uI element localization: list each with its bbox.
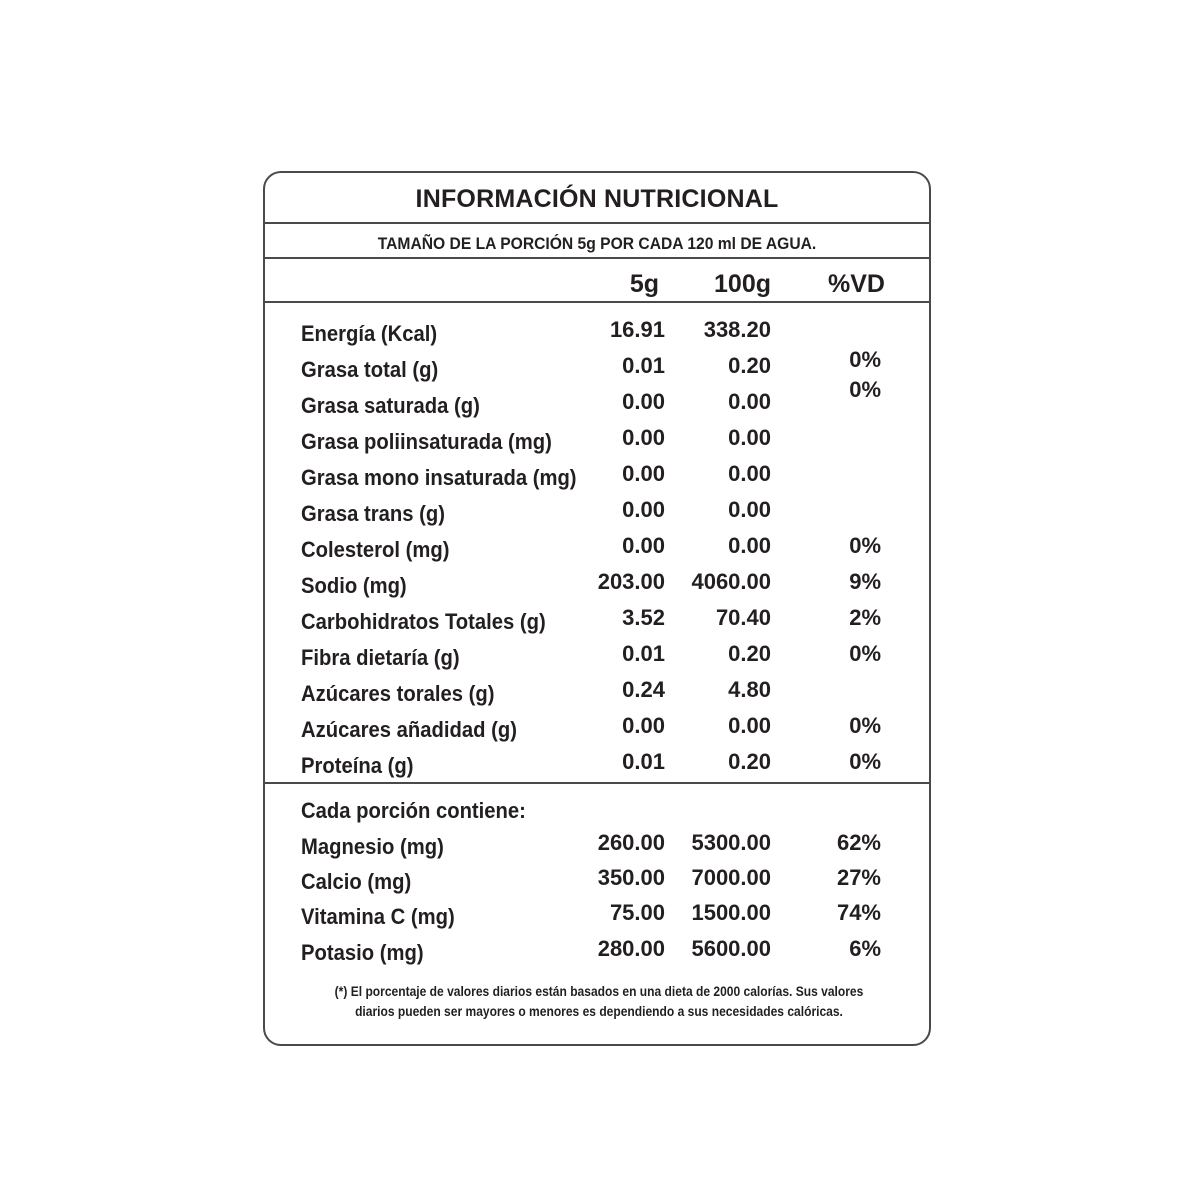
mineral-row-magnesio — [265, 830, 929, 864]
value-per-5g: 280.00 — [597, 936, 665, 961]
value-per-5g: 203.00 — [597, 569, 665, 594]
value-per-5g: 0.00 — [622, 533, 665, 558]
value-per-5g: 0.00 — [622, 389, 665, 414]
value-per-5g: 0.00 — [622, 425, 665, 450]
serving-size: TAMAÑO DE LA PORCIÓN 5g POR CADA 120 ml DE AGUA. — [377, 234, 817, 253]
value-per-5g: 0.24 — [622, 677, 665, 702]
divider — [265, 257, 929, 259]
nutrient-name: Azúcares añadidad (g) — [301, 717, 517, 742]
nutrient-row-grasa-total — [265, 347, 929, 387]
value-per-100g: 5300.00 — [691, 830, 771, 855]
nutrient-row-azucares-totales — [265, 677, 929, 711]
footnote — [329, 981, 869, 1021]
nutrient-row-grasa-mono-insaturada — [265, 461, 929, 495]
value-percent-vd: 0% — [849, 713, 881, 738]
value-per-100g: 7000.00 — [691, 865, 771, 890]
value-per-100g: 4060.00 — [691, 569, 771, 594]
nutrient-row-grasa-saturada — [265, 377, 929, 423]
nutrient-name: Grasa poliinsaturada (mg) — [301, 429, 552, 454]
value-per-100g: 1500.00 — [691, 900, 771, 925]
value-percent-vd: 74% — [836, 900, 881, 925]
value-per-100g: 5600.00 — [691, 936, 771, 961]
nutrient-name: Azúcares torales (g) — [301, 681, 495, 706]
value-per-100g: 4.80 — [728, 677, 771, 702]
nutrient-name: Colesterol (mg) — [301, 537, 450, 562]
label-title: INFORMACIÓN NUTRICIONAL — [415, 185, 779, 213]
value-per-100g: 0.00 — [728, 461, 771, 486]
nutrient-row-grasa-poliinsaturada — [265, 425, 929, 459]
value-per-5g: 0.01 — [622, 749, 665, 774]
divider — [265, 782, 929, 784]
value-percent-vd: 6% — [849, 936, 881, 961]
mineral-row-calcio — [265, 865, 929, 899]
column-header-vd: %VD — [828, 270, 885, 298]
minerals-heading-row — [265, 794, 929, 828]
value-percent-vd: 0% — [849, 749, 881, 774]
column-header-100g: 100g — [714, 270, 771, 298]
value-percent-vd: 9% — [849, 569, 881, 594]
value-percent-vd: 27% — [836, 865, 881, 890]
value-per-5g: 260.00 — [597, 830, 665, 855]
value-per-100g: 0.00 — [728, 389, 771, 414]
nutrition-facts-label — [263, 171, 931, 1046]
footnote-line: (*) El porcentaje de valores diarios están basados en una dieta de 2000 calorías. Sus valores — [334, 983, 864, 999]
value-per-100g: 338.20 — [703, 317, 771, 342]
nutrient-row-grasa-trans — [265, 497, 929, 531]
value-percent-vd: 0% — [849, 347, 881, 372]
nutrient-name: Energía (Kcal) — [301, 321, 438, 346]
footnote-line: diarios pueden ser mayores o menores es dependiendo a sus necesidades calóricas. — [355, 1003, 843, 1019]
nutrient-row-carbohidratos — [265, 605, 929, 639]
nutrient-row-fibra — [265, 641, 929, 675]
value-per-5g: 0.00 — [622, 713, 665, 738]
value-per-5g: 0.00 — [622, 461, 665, 486]
value-per-100g: 0.20 — [728, 749, 771, 774]
nutrient-name: Potasio (mg) — [301, 940, 424, 965]
column-header-5g: 5g — [629, 270, 659, 298]
nutrient-name: Grasa mono insaturada (mg) — [301, 465, 577, 490]
value-percent-vd: 2% — [849, 605, 881, 630]
value-percent-vd: 0% — [849, 533, 881, 558]
nutrient-row-energia — [265, 317, 929, 351]
nutrient-row-azucares-anadidos — [265, 713, 929, 747]
nutrient-name: Vitamina C (mg) — [301, 904, 455, 929]
value-per-5g: 16.91 — [609, 317, 665, 342]
value-per-100g: 0.20 — [728, 353, 771, 378]
value-per-5g: 350.00 — [597, 865, 665, 890]
value-per-5g: 3.52 — [622, 605, 665, 630]
value-per-100g: 0.00 — [728, 497, 771, 522]
mineral-row-potasio — [265, 936, 929, 970]
value-per-100g: 70.40 — [715, 605, 771, 630]
value-per-5g: 75.00 — [609, 900, 665, 925]
value-percent-vd: 62% — [836, 830, 881, 855]
divider — [265, 222, 929, 224]
value-per-100g: 0.20 — [728, 641, 771, 666]
value-per-5g: 0.01 — [622, 353, 665, 378]
nutrient-name: Grasa saturada (g) — [301, 393, 480, 418]
value-percent-vd: 0% — [849, 377, 881, 402]
divider — [265, 301, 929, 303]
nutrient-name: Sodio (mg) — [301, 573, 407, 598]
mineral-row-vitamina-c — [265, 900, 929, 934]
nutrient-name: Grasa trans (g) — [301, 501, 445, 526]
nutrient-name: Proteína (g) — [301, 753, 414, 778]
nutrient-name: Grasa total (g) — [301, 357, 439, 382]
value-percent-vd: 0% — [849, 641, 881, 666]
value-per-100g: 0.00 — [728, 713, 771, 738]
nutrient-row-proteina — [265, 749, 929, 783]
value-per-100g: 0.00 — [728, 425, 771, 450]
value-per-5g: 0.00 — [622, 497, 665, 522]
nutrient-name: Carbohidratos Totales (g) — [301, 609, 546, 634]
nutrient-row-sodio — [265, 569, 929, 603]
nutrient-row-colesterol — [265, 533, 929, 567]
value-per-5g: 0.01 — [622, 641, 665, 666]
value-per-100g: 0.00 — [728, 533, 771, 558]
nutrient-name: Calcio (mg) — [301, 869, 412, 894]
minerals-heading: Cada porción contiene: — [301, 798, 526, 823]
nutrient-name: Magnesio (mg) — [301, 834, 444, 859]
nutrient-name: Fibra dietaría (g) — [301, 645, 460, 670]
